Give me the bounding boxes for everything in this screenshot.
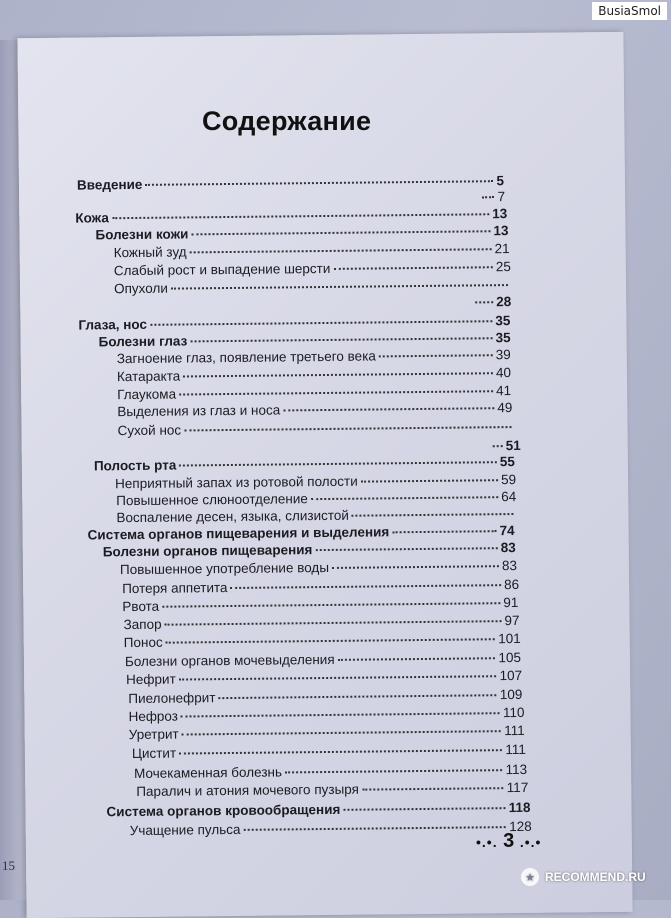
toc-entry-label: Выделения из глаз и носа [117, 402, 281, 420]
toc-leader-dots [179, 675, 497, 680]
recommend-logo-icon: ★ [521, 868, 539, 886]
toc-entry-label: Неприятный запах из ротовой полости [115, 473, 358, 492]
toc-entry-label: Болезни органов пищеварения [102, 542, 313, 560]
toc-leader-dots [181, 712, 500, 717]
toc-leader-dots [145, 180, 493, 186]
toc-entry [117, 365, 511, 384]
toc-leader-dots [162, 602, 500, 608]
toc-entry-page: 97 [504, 612, 520, 629]
toc-entry [75, 206, 507, 226]
toc-entry [114, 259, 511, 278]
toc-entry-page: 35 [495, 330, 511, 346]
book-page [17, 32, 632, 918]
toc-leader-dots [315, 547, 497, 551]
toc-leader-dots [475, 301, 493, 303]
toc-entry-label: Повышенное употребление воды [119, 559, 330, 578]
toc-entry-page: 49 [497, 400, 513, 416]
toc-leader-dots [338, 657, 496, 661]
toc-entry-page: 113 [505, 761, 528, 778]
toc-entry-page: 74 [499, 523, 515, 539]
toc-leader-dots [379, 354, 493, 357]
toc-entry-page: 25 [495, 259, 511, 275]
toc-leader-dots [311, 496, 498, 500]
toc-entry [128, 687, 522, 706]
toc-entry-label: Повышенное слюноотделение [116, 491, 308, 509]
toc-entry-page: 39 [495, 347, 511, 363]
toc-entry [99, 330, 511, 349]
table-of-contents [17, 32, 632, 918]
toc-entry-label: Кожа [75, 210, 109, 226]
footer-ornament-right: .•.• [519, 834, 542, 850]
toc-entry-label: Сухой нос [117, 422, 182, 439]
toc-leader-dots [190, 248, 492, 253]
page-title: Содержание [202, 106, 372, 136]
toc-leader-dots [112, 213, 489, 219]
toc-entry [132, 742, 526, 761]
toc-entry [94, 454, 515, 473]
toc-entry-page: 35 [495, 313, 511, 329]
toc-entry-page: 7 [497, 189, 506, 205]
toc-leader-dots [285, 769, 503, 773]
toc-entry [106, 800, 530, 819]
toc-entry-page: 91 [503, 594, 519, 611]
toc-leader-dots [183, 372, 493, 377]
toc-entry-page: 86 [504, 576, 520, 593]
toc-leader-dots [190, 337, 492, 342]
toc-entry-label: Система органов кровообращения [106, 801, 341, 820]
toc-entry [128, 705, 524, 724]
toc-entry [88, 523, 515, 542]
toc-leader-dots [362, 787, 504, 790]
toc-leader-dots [150, 320, 492, 326]
toc-entry-page: 107 [499, 667, 523, 684]
toc-leader-dots [482, 196, 495, 198]
toc-leader-dots [166, 638, 496, 643]
watermark-site [521, 868, 646, 886]
toc-entry-page: 111 [505, 741, 526, 758]
toc-entry-page: 83 [500, 540, 516, 556]
toc-entry-page: 117 [506, 779, 529, 796]
footer-ornament-left: •.•. [476, 834, 498, 850]
toc-entry [78, 313, 510, 333]
toc-entry [130, 819, 532, 838]
toc-entry-page: 21 [494, 241, 510, 257]
toc-entry [103, 540, 516, 559]
toc-entry-label: Потеря аппетита [122, 580, 228, 597]
toc-entry-label: Глаза, нос [78, 316, 148, 333]
toc-entry [125, 650, 521, 669]
toc-entry [123, 613, 519, 632]
toc-entry [129, 723, 525, 742]
toc-leader-dots [392, 530, 496, 533]
toc-leader-dots [179, 461, 497, 466]
toc-entry-label: Паралич и атония мочевого пузыря [136, 781, 359, 799]
toc-entry [136, 780, 528, 799]
toc-entry-label: Рвота [122, 598, 160, 615]
toc-entry-label: Система органов пищеварения и выделения [87, 524, 390, 543]
toc-entry [117, 347, 511, 366]
toc-entry [117, 419, 514, 438]
toc-entry-label: Мочекаменная болезнь [134, 764, 283, 782]
toc-entry [134, 762, 527, 781]
toc-entry [95, 223, 508, 242]
toc-entry-label: Болезни органов мочевыделения [124, 651, 335, 670]
toc-leader-dots [179, 749, 502, 754]
toc-entry-label: Слабый рост и выпадение шерсти [113, 260, 331, 279]
footer-page-number: 3 [503, 830, 515, 852]
toc-leader-dots [230, 584, 501, 589]
toc-entry-page: 128 [509, 818, 532, 835]
toc-entry-label: Пиелонефрит [128, 690, 216, 707]
toc-entry-label: Нефрит [126, 671, 176, 688]
toc-entry-label: Понос [123, 634, 163, 651]
toc-entry [77, 173, 504, 192]
toc-entry-label: Кожный зуд [113, 244, 187, 261]
toc-entry-page: 13 [492, 206, 508, 222]
toc-leader-dots [352, 513, 514, 517]
toc-leader-dots [218, 694, 496, 699]
toc-entry-page: 118 [508, 799, 531, 816]
toc-entry-label: Уретрит [128, 726, 179, 743]
toc-entry-label: Катаракта [116, 368, 181, 385]
toc-entry-page: 59 [500, 471, 517, 488]
toc-entry [115, 472, 516, 491]
toc-entry-page: 101 [498, 630, 521, 647]
toc-entry [116, 506, 516, 525]
toc-entry [116, 489, 516, 508]
toc-entry-page: 64 [501, 488, 517, 505]
toc-leader-dots [493, 445, 503, 447]
toc-entry-page: 105 [498, 649, 521, 666]
toc-entry-page: 109 [499, 686, 523, 703]
toc-entry [114, 241, 510, 260]
toc-leader-dots [283, 407, 494, 411]
toc-leader-dots [361, 479, 498, 482]
toc-entry-page: 41 [496, 383, 512, 399]
toc-entry [122, 595, 518, 614]
toc-entry-page: 5 [496, 173, 505, 189]
toc-entry-page: 83 [501, 557, 518, 574]
toc-leader-dots [191, 230, 490, 235]
watermark-username: BusiaSmol [592, 2, 667, 20]
toc-entry-label: Нефроз [128, 708, 179, 725]
toc-leader-dots [182, 730, 502, 735]
toc-leader-dots [165, 620, 502, 626]
watermark-site-label: RECOMMEND.RU [545, 870, 646, 884]
toc-leader-dots [332, 565, 499, 569]
toc-leader-dots [171, 284, 508, 290]
toc-entry-label: Болезни кожи [95, 226, 189, 243]
toc-entry [117, 400, 512, 419]
toc-leader-dots [333, 266, 492, 270]
toc-entry [490, 437, 521, 454]
toc-entry [126, 668, 522, 687]
toc-entry-page: 13 [493, 223, 509, 239]
toc-entry [472, 294, 511, 309]
toc-entry-page: 111 [504, 722, 525, 739]
toc-entry-label: Загноение глаз, появление третьего века [116, 348, 376, 367]
toc-entry [124, 631, 521, 650]
toc-leader-dots [343, 807, 505, 811]
toc-entry-label: Болезни глаз [98, 333, 188, 350]
toc-entry-page: 51 [505, 437, 521, 454]
toc-leader-dots [179, 390, 493, 395]
facing-page-number: 15 [2, 858, 15, 873]
toc-entry-page: 55 [499, 454, 515, 470]
toc-entry-label: Опухоли [113, 280, 168, 297]
toc-leader-dots [184, 426, 511, 431]
toc-leader-dots [243, 826, 506, 831]
toc-entry [120, 558, 517, 577]
toc-entry [479, 189, 505, 204]
toc-entry-label: Цистит [131, 745, 177, 762]
toc-entry-page: 40 [495, 365, 512, 381]
toc-entry-label: Глаукома [117, 386, 177, 403]
toc-entry-page: 110 [502, 704, 525, 721]
toc-entry [122, 577, 519, 596]
toc-entry-label: Запор [123, 616, 162, 633]
toc-entry-label: Полость рта [93, 457, 177, 474]
toc-entry [117, 383, 511, 402]
toc-entry-page: 28 [496, 294, 512, 310]
page-number-footer [476, 830, 541, 853]
toc-entry-label: Учащение пульса [129, 821, 241, 839]
toc-entry [114, 277, 511, 296]
toc-entry-label: Воспаление десен, языка, слизистой [116, 507, 349, 526]
toc-entry-label: Введение [76, 176, 143, 193]
